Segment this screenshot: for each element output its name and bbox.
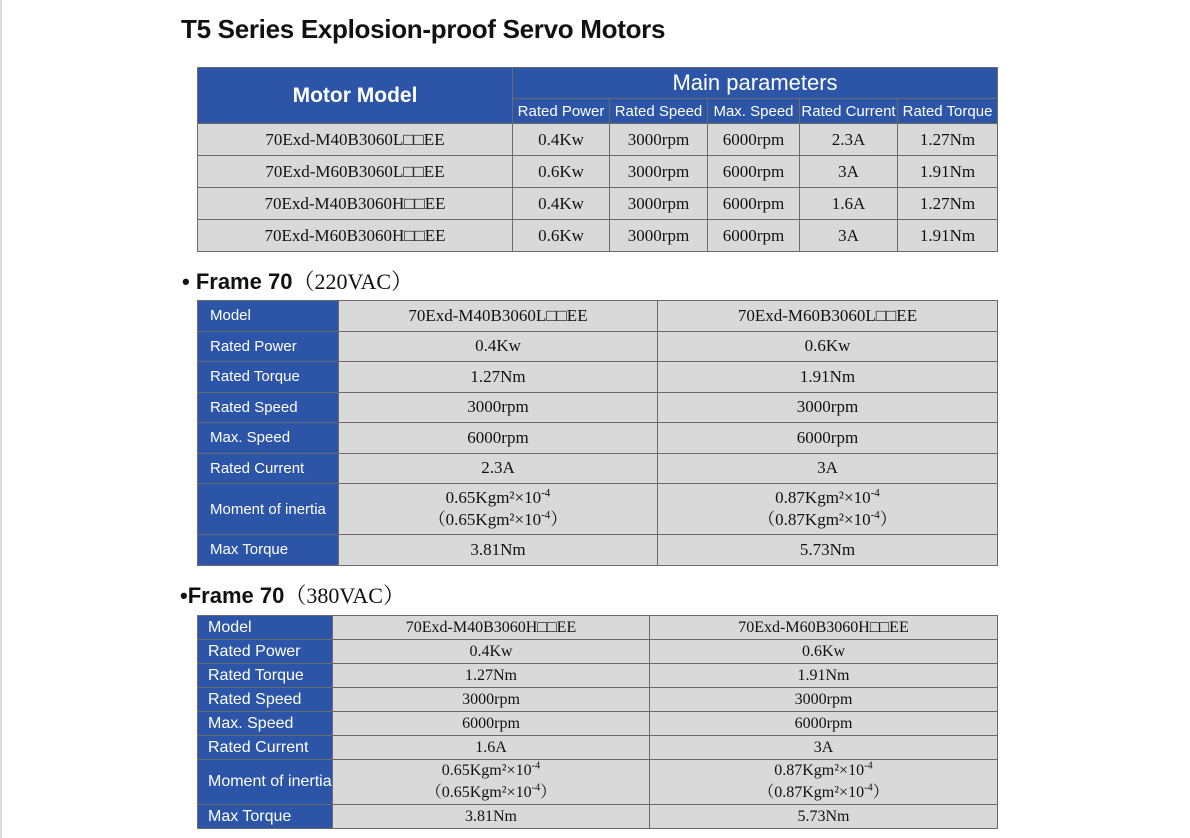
value-cell: 70Exd-M40B3060H□□EE bbox=[333, 616, 650, 640]
value-cell: 0.6Kw bbox=[650, 640, 998, 664]
torque-cell: 1.91Nm bbox=[898, 220, 998, 252]
row-label: Rated Power bbox=[198, 640, 333, 664]
row-label: Model bbox=[198, 301, 339, 332]
inertia-value: 0.87Kgm²×10 bbox=[775, 488, 871, 507]
spec-row-speed bbox=[198, 392, 998, 423]
row-label: Max Torque bbox=[198, 805, 333, 829]
inertia-value: 0.65Kgm²×10 bbox=[441, 762, 532, 779]
row-label: Rated Speed bbox=[198, 392, 339, 423]
frame-380-heading-voltage: （380VAC） bbox=[284, 583, 405, 608]
spec-row-torque bbox=[198, 664, 998, 688]
frame-220-spec-table bbox=[197, 300, 998, 566]
inertia-close: ） bbox=[550, 510, 568, 529]
value-cell: 0.4Kw bbox=[333, 640, 650, 664]
column-header: Rated Torque bbox=[898, 99, 998, 124]
value-cell: 3.81Nm bbox=[333, 805, 650, 829]
spec-row-inertia bbox=[198, 484, 998, 535]
spec-row-max-speed bbox=[198, 423, 998, 454]
spec-row-current bbox=[198, 453, 998, 484]
value-cell: 3A bbox=[650, 736, 998, 760]
value-cell: 6000rpm bbox=[658, 423, 998, 454]
spec-row-max-speed bbox=[198, 712, 998, 736]
speed-cell: 3000rpm bbox=[610, 188, 708, 220]
row-label: Rated Torque bbox=[198, 362, 339, 393]
value-cell: 1.27Nm bbox=[339, 362, 658, 393]
value-cell: 1.6A bbox=[333, 736, 650, 760]
row-label: Moment of inertia bbox=[198, 484, 339, 535]
value-cell: 2.3A bbox=[339, 453, 658, 484]
row-label: Rated Speed bbox=[198, 688, 333, 712]
main-parameters-table bbox=[197, 67, 998, 252]
value-cell: 1.27Nm bbox=[333, 664, 650, 688]
inertia-close: ） bbox=[540, 784, 557, 801]
value-cell: 6000rpm bbox=[339, 423, 658, 454]
column-header: Rated Speed bbox=[610, 99, 708, 124]
model-cell: 70Exd-M60B3060H□□EE bbox=[198, 220, 513, 252]
spec-row-model bbox=[198, 301, 998, 332]
model-cell: 70Exd-M60B3060L□□EE bbox=[198, 156, 513, 188]
value-cell: 3000rpm bbox=[650, 688, 998, 712]
value-cell: 5.73Nm bbox=[650, 805, 998, 829]
torque-cell: 1.27Nm bbox=[898, 124, 998, 156]
max-speed-cell: 6000rpm bbox=[708, 188, 800, 220]
inertia-value: 0.65Kgm²×10 bbox=[445, 488, 542, 507]
value-cell: 1.91Nm bbox=[658, 362, 998, 393]
current-cell: 3A bbox=[800, 156, 898, 188]
value-cell bbox=[650, 760, 998, 805]
column-header: Rated Power bbox=[513, 99, 610, 124]
inertia-exponent: -4 bbox=[864, 782, 873, 794]
inertia-exponent: -4 bbox=[864, 760, 873, 772]
row-label: Moment of inertia bbox=[198, 760, 333, 805]
table-row bbox=[198, 188, 998, 220]
value-cell: 70Exd-M60B3060H□□EE bbox=[650, 616, 998, 640]
inertia-exponent: -4 bbox=[870, 509, 880, 522]
motor-model-header: Motor Model bbox=[198, 68, 513, 124]
max-speed-cell: 6000rpm bbox=[708, 220, 800, 252]
value-cell: 3.81Nm bbox=[339, 535, 658, 566]
spec-row-torque bbox=[198, 362, 998, 393]
value-cell bbox=[339, 484, 658, 535]
value-cell: 70Exd-M40B3060L□□EE bbox=[339, 301, 658, 332]
inertia-value-alt: （0.87Kgm²×10 bbox=[758, 784, 865, 801]
value-cell bbox=[658, 484, 998, 535]
row-label: Model bbox=[198, 616, 333, 640]
frame-220-heading-voltage: （220VAC） bbox=[292, 269, 414, 294]
frame-220-heading-prefix: • Frame 70 bbox=[182, 269, 293, 294]
spec-row-max-torque bbox=[198, 535, 998, 566]
model-cell: 70Exd-M40B3060L□□EE bbox=[198, 124, 513, 156]
column-header: Rated Current bbox=[800, 99, 898, 124]
page-left-border bbox=[0, 0, 2, 838]
table-row bbox=[198, 124, 998, 156]
frame-380-heading bbox=[180, 579, 405, 610]
inertia-value: 0.87Kgm²×10 bbox=[774, 762, 865, 779]
value-cell: 6000rpm bbox=[650, 712, 998, 736]
spec-row-max-torque bbox=[198, 805, 998, 829]
inertia-exponent: -4 bbox=[870, 487, 880, 500]
speed-cell: 3000rpm bbox=[610, 220, 708, 252]
table-row bbox=[198, 156, 998, 188]
value-cell: 1.91Nm bbox=[650, 664, 998, 688]
main-parameters-header: Main parameters bbox=[513, 68, 998, 99]
row-label: Rated Current bbox=[198, 453, 339, 484]
value-cell: 5.73Nm bbox=[658, 535, 998, 566]
torque-cell: 1.27Nm bbox=[898, 188, 998, 220]
inertia-exponent: -4 bbox=[541, 509, 551, 522]
value-cell: 70Exd-M60B3060L□□EE bbox=[658, 301, 998, 332]
torque-cell: 1.91Nm bbox=[898, 156, 998, 188]
frame-380-heading-prefix: •Frame 70 bbox=[180, 583, 285, 608]
inertia-value-alt: （0.65Kgm²×10 bbox=[425, 784, 532, 801]
inertia-close: ） bbox=[872, 784, 889, 801]
speed-cell: 3000rpm bbox=[610, 156, 708, 188]
inertia-exponent: -4 bbox=[541, 487, 551, 500]
inertia-close: ） bbox=[879, 510, 897, 529]
spec-row-model bbox=[198, 616, 998, 640]
value-cell: 3000rpm bbox=[333, 688, 650, 712]
max-speed-cell: 6000rpm bbox=[708, 124, 800, 156]
value-cell: 0.4Kw bbox=[339, 331, 658, 362]
value-cell: 3000rpm bbox=[658, 392, 998, 423]
row-label: Max Torque bbox=[198, 535, 339, 566]
power-cell: 0.4Kw bbox=[513, 188, 610, 220]
value-cell: 3A bbox=[658, 453, 998, 484]
spec-row-power bbox=[198, 331, 998, 362]
row-label: Max. Speed bbox=[198, 423, 339, 454]
power-cell: 0.4Kw bbox=[513, 124, 610, 156]
power-cell: 0.6Kw bbox=[513, 156, 610, 188]
frame-380-spec-table bbox=[197, 615, 998, 829]
model-cell: 70Exd-M40B3060H□□EE bbox=[198, 188, 513, 220]
inertia-value-alt: （0.87Kgm²×10 bbox=[758, 510, 871, 529]
speed-cell: 3000rpm bbox=[610, 124, 708, 156]
value-cell bbox=[333, 760, 650, 805]
spec-row-inertia bbox=[198, 760, 998, 805]
frame-220-heading bbox=[182, 265, 413, 296]
inertia-exponent: -4 bbox=[531, 760, 541, 772]
inertia-value-alt: （0.65Kgm²×10 bbox=[428, 510, 542, 529]
value-cell: 6000rpm bbox=[333, 712, 650, 736]
value-cell: 3000rpm bbox=[339, 392, 658, 423]
spec-row-speed bbox=[198, 688, 998, 712]
row-label: Rated Current bbox=[198, 736, 333, 760]
row-label: Rated Torque bbox=[198, 664, 333, 688]
value-cell: 0.6Kw bbox=[658, 331, 998, 362]
power-cell: 0.6Kw bbox=[513, 220, 610, 252]
column-header: Max. Speed bbox=[708, 99, 800, 124]
row-label: Rated Power bbox=[198, 331, 339, 362]
row-label: Max. Speed bbox=[198, 712, 333, 736]
page-title: T5 Series Explosion-proof Servo Motors bbox=[181, 14, 666, 44]
current-cell: 2.3A bbox=[800, 124, 898, 156]
spec-row-power bbox=[198, 640, 998, 664]
current-cell: 3A bbox=[800, 220, 898, 252]
current-cell: 1.6A bbox=[800, 188, 898, 220]
table-row bbox=[198, 220, 998, 252]
inertia-exponent: -4 bbox=[531, 782, 541, 794]
max-speed-cell: 6000rpm bbox=[708, 156, 800, 188]
spec-row-current bbox=[198, 736, 998, 760]
